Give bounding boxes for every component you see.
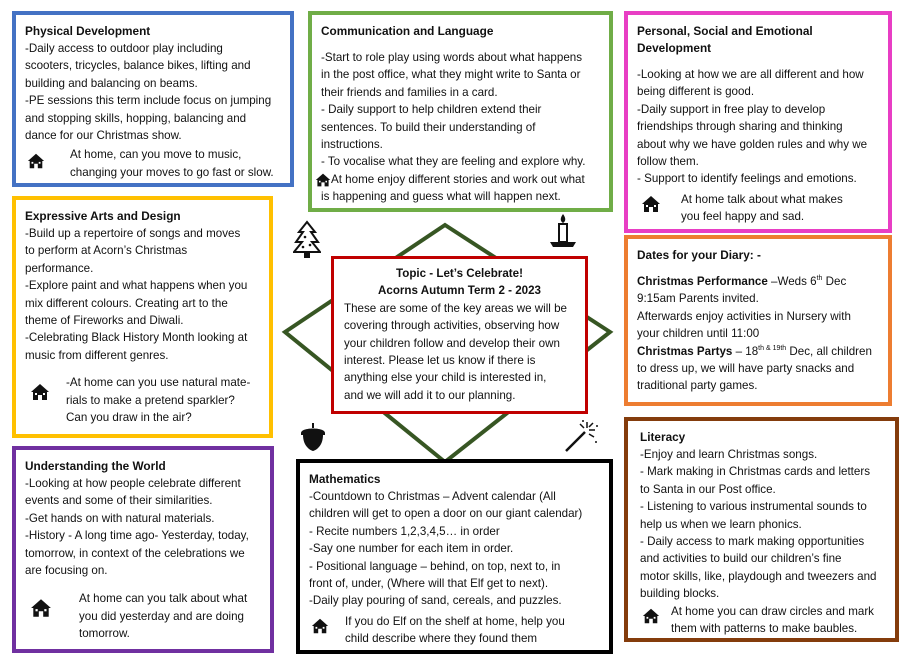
diary-text: Dec, all children: [786, 344, 872, 358]
panel-line: -Start to role play using words about what happens: [321, 51, 583, 64]
communication-language-panel: [308, 11, 613, 212]
panel-line: follow them.: [637, 155, 699, 169]
home-activity: [25, 374, 260, 426]
home-line: -At home can you use natural mate-: [66, 376, 251, 390]
panel-line: in the post office, what they might write to Santa or: [321, 68, 581, 82]
panel-line: -PE sessions this term include focus on jumping: [25, 94, 272, 108]
panel-line: 9:15am Parents invited.: [637, 292, 759, 306]
panel-line: -History - A long time ago- Yesterday, today,: [25, 529, 249, 543]
home-line: At home can you talk about what: [79, 592, 248, 606]
topic-line: anything else your child is interested in,: [344, 371, 547, 385]
home-line: you did yesterday and are doing: [79, 609, 245, 623]
panel-line: - Daily support to help children extend their: [321, 103, 542, 117]
topic-subtitle: Acorns Autumn Term 2 - 2023: [378, 284, 541, 298]
topic-panel: [331, 256, 588, 414]
home-line: At home, can you move to music,: [70, 148, 242, 162]
panel-line: -Daily play pouring of sand, cereals, and puzzles.: [309, 594, 562, 608]
home-line: tomorrow.: [79, 627, 130, 641]
topic-line: covering through activities, observing how: [344, 319, 560, 333]
home-line: If you do Elf on the shelf at home, help you: [345, 614, 565, 628]
christmas-tree-icon: [293, 220, 321, 260]
home-activity: [640, 603, 886, 638]
panel-line: -Looking at how we are all different and how: [637, 68, 864, 81]
candle-icon: [547, 212, 579, 250]
panel-line: help us when we learn phonics.: [640, 517, 802, 531]
diary-sup: th & 19th: [758, 344, 787, 352]
home-activity: [309, 613, 600, 648]
panel-line: -Say one number for each item in order.: [309, 542, 514, 556]
panel-line: about why we have golden rules and why we: [637, 137, 868, 151]
home-icon: [311, 617, 329, 635]
panel-line: front of, under, (Where will that Elf get to next).: [309, 577, 549, 591]
panel-line: - Mark making in Christmas cards and letters: [640, 465, 871, 479]
home-activity: [637, 191, 879, 226]
panel-line: motor skills, like, playdough and tweezers and: [640, 569, 877, 583]
dates-diary-panel: [624, 235, 892, 406]
diary-event-label: Christmas Partys: [637, 344, 733, 358]
panel-line: mix different colours. Creating art to the: [25, 296, 228, 310]
panel-line: their friends and families in a card.: [321, 85, 498, 99]
panel-line: to perform at Acorn’s Christmas: [25, 244, 188, 258]
panel-line: tomorrow, in context of the celebrations we: [25, 546, 245, 560]
diary-text: –Weds 6: [767, 275, 817, 288]
panel-title: Mathematics: [309, 472, 381, 486]
acorn-icon: [298, 421, 328, 453]
panel-title: Communication and Language: [321, 24, 494, 38]
panel-line: -Get hands on with natural materials.: [25, 511, 215, 525]
panel-line: to dress up, we will have party snacks and: [637, 362, 855, 376]
sparkler-icon: [563, 418, 599, 454]
personal-social-emotional-panel: [624, 11, 892, 233]
home-icon: [640, 194, 662, 214]
panel-line: building blocks.: [640, 587, 720, 601]
panel-line: -Explore paint and what happens when you: [25, 279, 248, 293]
panel-line: -Looking at how people celebrate different: [25, 477, 241, 490]
panel-line: to Santa in our Post office.: [640, 482, 776, 496]
panel-line: scooters, tricycles, balance bikes, lifting and: [25, 59, 251, 73]
home-icon: [27, 152, 45, 170]
panel-line: and stopping skills, hopping, balancing and: [25, 111, 247, 125]
diary-sup: th: [816, 275, 823, 283]
panel-line: performance.: [25, 261, 94, 275]
diary-text: – 18: [732, 344, 759, 358]
home-line: you feel happy and sad.: [681, 210, 805, 224]
panel-line: -Enjoy and learn Christmas songs.: [640, 448, 818, 461]
home-line: At home talk about what makes: [681, 192, 843, 206]
panel-line: Afterwards enjoy activities in Nursery with: [637, 309, 851, 323]
home-line: is happening and guess what will happen next.: [321, 190, 561, 204]
panel-title-line: Personal, Social and Emotional: [637, 24, 813, 38]
topic-line: These are some of the key areas we will be: [344, 301, 567, 315]
panel-line: are focusing on.: [25, 564, 108, 578]
panel-line: instructions.: [321, 138, 383, 152]
panel-line: dance for our Christmas show.: [25, 129, 182, 143]
panel-line: building and balancing on beams.: [25, 76, 198, 90]
expressive-arts-panel: [12, 196, 273, 438]
physical-development-panel: [12, 11, 294, 187]
panel-title: Physical Development: [25, 24, 151, 38]
diary-performance-line: [637, 273, 879, 290]
home-line: changing your moves to go fast or slow.: [70, 165, 274, 179]
panel-title: Expressive Arts and Design: [25, 209, 181, 223]
panel-title: [637, 23, 879, 57]
panel-line: theme of Fireworks and Diwali.: [25, 314, 184, 328]
home-line: child describe where they found them: [345, 632, 538, 646]
home-activity: [321, 171, 600, 206]
panel-line: -Daily support in free play to develop: [637, 102, 826, 116]
panel-line: - Support to identify feelings and emotions.: [637, 172, 857, 186]
panel-line: events and some of their similarities.: [25, 494, 213, 508]
panel-line: - Recite numbers 1,2,3,4,5… in order: [309, 524, 500, 538]
topic-line: your children follow and develop their own: [344, 336, 560, 350]
diary-party-line: [637, 343, 879, 360]
panel-line: being different is good.: [637, 85, 755, 99]
panel-line: music from different genres.: [25, 348, 169, 362]
panel-line: sentences. To build their understanding of: [321, 120, 536, 134]
literacy-panel: [624, 417, 899, 642]
panel-line: -Daily access to outdoor play including: [25, 42, 223, 55]
home-activity: [25, 146, 281, 181]
panel-line: -Countdown to Christmas – Advent calendar (All: [309, 490, 556, 503]
home-line: At home you can draw circles and mark: [671, 604, 874, 618]
home-line: rials to make a pretend sparkler?: [66, 393, 235, 407]
topic-line: and we will add it to our planning.: [344, 388, 516, 402]
panel-title: Understanding the World: [25, 459, 166, 473]
panel-title: Dates for your Diary: -: [637, 248, 761, 262]
panel-line: traditional party games.: [637, 379, 758, 393]
home-icon: [641, 607, 661, 625]
panel-line: -Celebrating Black History Month looking at: [25, 331, 248, 345]
home-line: Can you draw in the air?: [66, 411, 192, 425]
panel-title: Literacy: [640, 430, 686, 444]
diary-text: Dec: [822, 275, 847, 288]
home-line: At home enjoy different stories and work out what: [331, 172, 585, 186]
home-icon: [29, 597, 53, 619]
home-icon: [29, 382, 51, 402]
panel-line: - Listening to various instrumental sounds to: [640, 500, 867, 514]
panel-line: and activities to build our children’s fine: [640, 552, 842, 566]
panel-line: - Daily access to mark making opportunities: [640, 535, 865, 549]
diary-event-label: Christmas Performance: [637, 275, 768, 288]
home-line: them with patterns to make baubles.: [671, 622, 858, 636]
panel-line: children will get to open a door on our giant calendar): [309, 507, 583, 521]
panel-line: friendships through sharing and thinking: [637, 120, 843, 134]
mathematics-panel: [296, 459, 613, 654]
home-activity: [25, 590, 261, 642]
understanding-world-panel: [12, 446, 274, 653]
panel-line: - To vocalise what they are feeling and explore why.: [321, 155, 586, 169]
panel-line: -Build up a repertoire of songs and moves: [25, 227, 241, 240]
topic-title: Topic - Let’s Celebrate!: [396, 267, 523, 280]
panel-title-line: Development: [637, 41, 712, 55]
topic-line: interest. Please let us know if there is: [344, 354, 536, 368]
panel-line: your children until 11:00: [637, 327, 760, 341]
home-icon: [315, 172, 331, 188]
panel-line: - Positional language – behind, on top, next to, in: [309, 559, 561, 573]
